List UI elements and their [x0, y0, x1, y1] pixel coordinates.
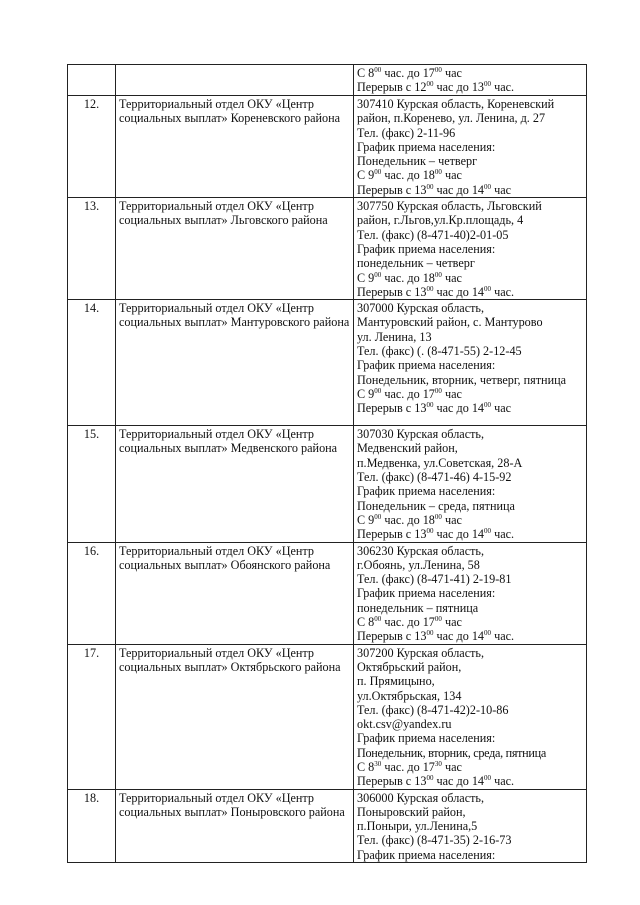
- address-line: Октябрьский район,: [357, 659, 462, 674]
- address-line: 307200 Курская область,: [357, 645, 485, 660]
- reception-days: Понедельник, вторник, среда, пятница: [357, 745, 546, 760]
- phone: Тел. (факс) (8-471-41) 2-19-81: [357, 572, 512, 587]
- schedule-title: График приема населения:: [357, 139, 496, 154]
- address-line: 306230 Курская область,: [357, 543, 485, 558]
- break-hours: Перерыв с $13^{00}$ час до $14^{00}$ час.: [357, 629, 515, 644]
- phone: Тел. (факс) (8-471-46) 4-15-92: [357, 470, 512, 485]
- office-name: Территориальный отдел ОКУ «Центр социальных выплат» Обоянского района: [116, 542, 354, 644]
- office-name-cell: [116, 65, 354, 96]
- table-row: [68, 789, 587, 862]
- working-hours: С $9^{00}$ час. до $18^{00}$ час: [357, 512, 462, 527]
- phone: Тел. (факс) (. (8-471-55) 2-12-45: [357, 344, 522, 359]
- address-line: Медвенский район,: [357, 441, 458, 456]
- break-hours: Перерыв с $13^{00}$ час до $14^{00}$ час.: [357, 284, 515, 299]
- working-hours: С $9^{00}$ час. до $18^{00}$ час: [357, 270, 462, 285]
- address-line: район, г.Льгов,ул.Кр.площадь, 4: [357, 213, 524, 228]
- office-name: Территориальный отдел ОКУ «Центр социальных выплат» Кореневского района: [116, 96, 354, 198]
- row-number: 17.: [68, 644, 116, 789]
- office-name: Территориальный отдел ОКУ «Центр социальных выплат» Медвенского района: [116, 426, 354, 542]
- office-name: Территориальный отдел ОКУ «Центр социальных выплат» Поныровского района: [116, 789, 354, 862]
- table-row: [68, 96, 587, 198]
- phone: Тел. (факс) (8-471-35) 2-16-73: [357, 833, 512, 848]
- email: okt.csv@yandex.ru: [357, 717, 452, 732]
- schedule-title: График приема населения:: [357, 241, 496, 256]
- schedule-title: График приема населения:: [357, 484, 496, 499]
- address-line: 307750 Курская область, Льговский: [357, 199, 542, 214]
- break-hours: Перерыв с $13^{00}$ час до $14^{00}$ час.: [357, 527, 515, 542]
- row-number: 16.: [68, 542, 116, 644]
- reception-days: понедельник – четверг: [357, 256, 475, 271]
- address-line: ул. Ленина, 13: [357, 329, 432, 344]
- office-info-cell: [354, 426, 587, 542]
- offices-table: [67, 64, 587, 863]
- schedule-title: График приема населения:: [357, 586, 496, 601]
- office-info-cell: [354, 300, 587, 426]
- working-hours: С $9^{00}$ час. до $18^{00}$ час: [357, 168, 462, 183]
- schedule-title: График приема населения:: [357, 847, 496, 862]
- address-line: 306000 Курская область,: [357, 790, 485, 805]
- phone: Тел. (факс) (8-471-40)2-01-05: [357, 227, 509, 242]
- reception-days: понедельник – пятница: [357, 600, 479, 615]
- office-info-cell: [354, 789, 587, 862]
- row-number-cell: [68, 65, 116, 96]
- row-number: 12.: [68, 96, 116, 198]
- address-line: район, п.Коренево, ул. Ленина, д. 27: [357, 111, 546, 126]
- address-line: п. Прямицыно,: [357, 674, 435, 689]
- break-hours: Перерыв с $13^{00}$ час до $14^{00}$ час.: [357, 774, 515, 789]
- table-row: [68, 300, 587, 426]
- working-hours: С $9^{00}$ час. до $17^{00}$ час: [357, 386, 462, 401]
- phone: Тел. (факс) 2-11-96: [357, 125, 456, 140]
- schedule-title: График приема населения:: [357, 358, 496, 373]
- working-hours: С $8^{30}$ час. до $17^{30}$ час: [357, 759, 462, 774]
- break-hours: Перерыв с $13^{00}$ час до $14^{00}$ час: [357, 401, 512, 416]
- office-info-cell: [354, 96, 587, 198]
- address-line: п.Поныри, ул.Ленина,5: [357, 819, 478, 834]
- break-hours: Перерыв с $12^{00}$ час до $13^{00}$ час.: [357, 80, 515, 95]
- table-row-continuation: [68, 65, 587, 96]
- reception-days: Понедельник, вторник, четверг, пятница: [357, 372, 567, 387]
- address-line: 307030 Курская область,: [357, 427, 485, 442]
- address-line: 307000 Курская область,: [357, 301, 485, 316]
- address-line: Мантуровский район, с. Мантурово: [357, 315, 543, 330]
- address-line: г.Обоянь, ул.Ленина, 58: [357, 557, 480, 572]
- row-number: 14.: [68, 300, 116, 426]
- office-info-cell: [354, 65, 587, 96]
- address-line: ул.Октябрьская, 134: [357, 688, 462, 703]
- office-info-cell: [354, 644, 587, 789]
- office-name: Территориальный отдел ОКУ «Центр социальных выплат» Льговского района: [116, 198, 354, 300]
- table-row: [68, 542, 587, 644]
- row-number: 18.: [68, 789, 116, 862]
- working-hours: С $8^{00}$ час. до $17^{00}$ час: [357, 615, 462, 630]
- table-row: [68, 198, 587, 300]
- office-info-cell: [354, 542, 587, 644]
- schedule-title: График приема населения:: [357, 731, 496, 746]
- address-line: п.Медвенка, ул.Советская, 28-А: [357, 455, 523, 470]
- office-name: Территориальный отдел ОКУ «Центр социальных выплат» Мантуровского района: [116, 300, 354, 426]
- reception-days: Понедельник – четверг: [357, 154, 478, 169]
- break-hours: Перерыв с $13^{00}$ час до $14^{00}$ час: [357, 182, 512, 197]
- address-line: 307410 Курская область, Кореневский: [357, 97, 555, 111]
- office-name: Территориальный отдел ОКУ «Центр социальных выплат» Октябрьского района: [116, 644, 354, 789]
- row-number: 15.: [68, 426, 116, 542]
- address-line: Поныровский район,: [357, 804, 466, 819]
- office-info-cell: [354, 198, 587, 300]
- reception-days: Понедельник – среда, пятница: [357, 498, 515, 513]
- table-row: [68, 644, 587, 789]
- working-hours: С $8^{00}$ час. до $17^{00}$ час: [357, 66, 462, 80]
- phone: Тел. (факс) (8-471-42)2-10-86: [357, 702, 509, 717]
- table-row: [68, 426, 587, 542]
- row-number: 13.: [68, 198, 116, 300]
